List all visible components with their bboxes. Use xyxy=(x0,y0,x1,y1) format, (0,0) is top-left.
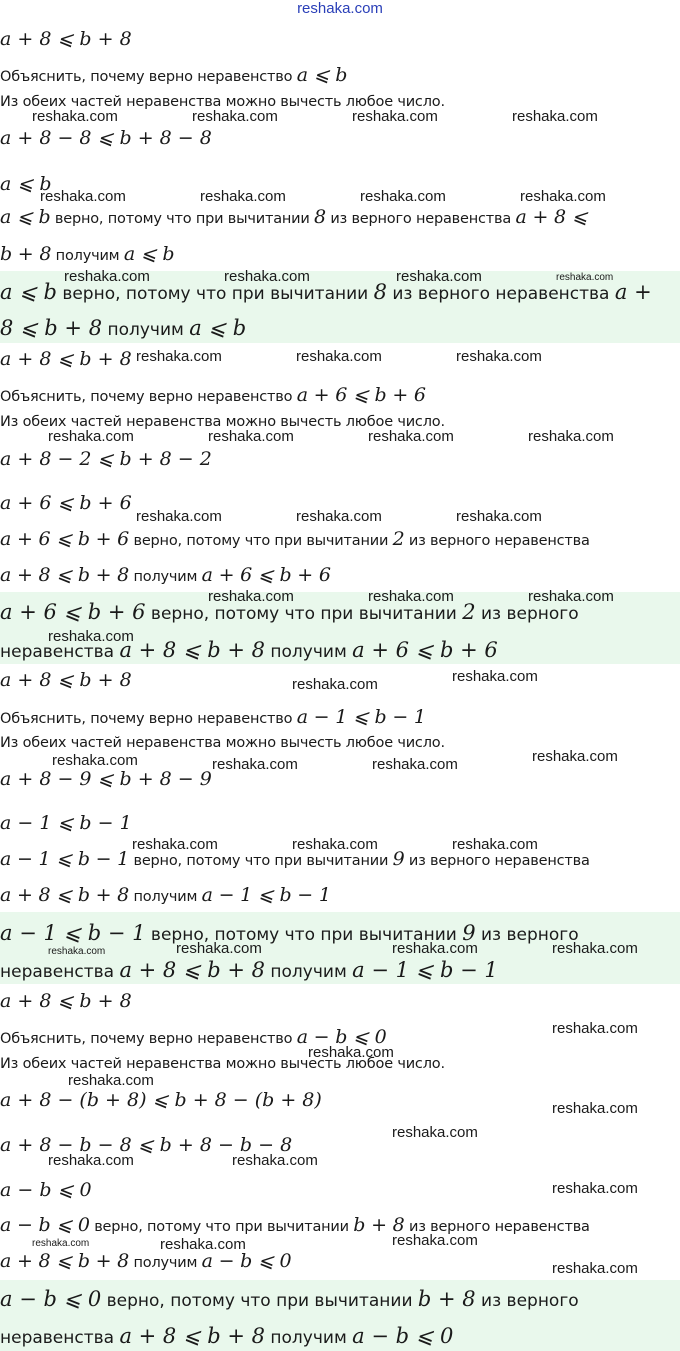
watermark: reshaka.com xyxy=(452,836,538,853)
task-line: Объяснить, почему верно неравенство a ⩽ b xyxy=(0,64,348,86)
watermark: reshaka.com xyxy=(528,428,614,445)
watermark: reshaka.com xyxy=(368,588,454,605)
task-line: Объяснить, почему верно неравенство a − 1 ⩽ b − 1 xyxy=(0,706,426,728)
watermark: reshaka.com xyxy=(48,628,134,645)
step-line: a + 8 − 8 ⩽ b + 8 − 8 xyxy=(0,127,212,149)
condition-line: a + 8 ⩽ b + 8 xyxy=(0,990,132,1012)
watermark: reshaka.com xyxy=(136,508,222,525)
result-line: a − b ⩽ 0 xyxy=(0,1179,92,1201)
hint-line: Из обеих частей неравенства можно вычесть любое число. xyxy=(0,735,445,751)
watermark: reshaka.com xyxy=(392,940,478,957)
site-header[interactable]: reshaka.com xyxy=(297,0,383,17)
watermark: reshaka.com xyxy=(52,752,138,769)
result-line: a + 6 ⩽ b + 6 xyxy=(0,492,132,514)
answer-line: 8 ⩽ b + 8 получим a ⩽ b xyxy=(0,316,247,340)
watermark: reshaka.com xyxy=(68,1072,154,1089)
explanation-line: a + 8 ⩽ b + 8 получим a − b ⩽ 0 xyxy=(0,1250,292,1272)
task-line: Объяснить, почему верно неравенство a − b ⩽ 0 xyxy=(0,1026,387,1048)
step-line: a + 8 − b − 8 ⩽ b + 8 − b − 8 xyxy=(0,1134,293,1156)
watermark: reshaka.com xyxy=(136,348,222,365)
watermark: reshaka.com xyxy=(352,108,438,125)
watermark: reshaka.com xyxy=(160,1236,246,1253)
watermark: reshaka.com xyxy=(308,1044,394,1061)
answer-line: a ⩽ b верно, потому что при вычитании 8 из верного неравенства a + xyxy=(0,280,652,304)
watermark: reshaka.com xyxy=(528,588,614,605)
explanation-line: a + 6 ⩽ b + 6 верно, потому что при вычитании 2 из верного неравенства xyxy=(0,528,590,550)
watermark: reshaka.com xyxy=(552,1020,638,1037)
watermark: reshaka.com xyxy=(368,428,454,445)
hint-line: Из обеих частей неравенства можно вычесть любое число. xyxy=(0,414,445,430)
watermark: reshaka.com xyxy=(296,508,382,525)
answer-line: неравенства a + 8 ⩽ b + 8 получим a − 1 ⩽ b − 1 xyxy=(0,958,498,982)
watermark: reshaka.com xyxy=(552,1180,638,1197)
hint-line: Из обеих частей неравенства можно вычесть любое число. xyxy=(0,1056,445,1072)
watermark: reshaka.com xyxy=(552,1260,638,1277)
watermark: reshaka.com xyxy=(556,272,614,283)
watermark: reshaka.com xyxy=(64,268,150,285)
task-line: Объяснить, почему верно неравенство a + 6 ⩽ b + 6 xyxy=(0,384,426,406)
condition-line: a + 8 ⩽ b + 8 xyxy=(0,348,132,370)
watermark: reshaka.com xyxy=(40,188,126,205)
result-line: a − 1 ⩽ b − 1 xyxy=(0,812,132,834)
watermark: reshaka.com xyxy=(292,836,378,853)
watermark: reshaka.com xyxy=(392,1124,478,1141)
answer-line: неравенства a + 8 ⩽ b + 8 получим a + 6 ⩽ b + 6 xyxy=(0,638,498,662)
watermark: reshaka.com xyxy=(48,946,106,957)
watermark: reshaka.com xyxy=(224,268,310,285)
watermark: reshaka.com xyxy=(212,756,298,773)
step-line: a + 8 − 9 ⩽ b + 8 − 9 xyxy=(0,768,212,790)
watermark: reshaka.com xyxy=(208,428,294,445)
answer-line: a − b ⩽ 0 верно, потому что при вычитании b + 8 из верного xyxy=(0,1287,579,1311)
watermark: reshaka.com xyxy=(208,588,294,605)
watermark: reshaka.com xyxy=(48,428,134,445)
answer-line: a − 1 ⩽ b − 1 верно, потому что при вычитании 9 из верного xyxy=(0,921,579,945)
watermark: reshaka.com xyxy=(176,940,262,957)
hint-line: Из обеих частей неравенства можно вычесть любое число. xyxy=(0,94,445,110)
watermark: reshaka.com xyxy=(552,1100,638,1117)
watermark: reshaka.com xyxy=(456,348,542,365)
watermark: reshaka.com xyxy=(296,348,382,365)
watermark: reshaka.com xyxy=(392,1232,478,1249)
watermark: reshaka.com xyxy=(532,748,618,765)
explanation-line: a − 1 ⩽ b − 1 верно, потому что при вычитании 9 из верного неравенства xyxy=(0,848,590,870)
watermark: reshaka.com xyxy=(452,668,538,685)
watermark: reshaka.com xyxy=(520,188,606,205)
result-line: a ⩽ b xyxy=(0,173,52,195)
watermark: reshaka.com xyxy=(292,676,378,693)
explanation-line: b + 8 получим a ⩽ b xyxy=(0,243,175,265)
answer-line: неравенства a + 8 ⩽ b + 8 получим a − b ⩽ 0 xyxy=(0,1324,454,1348)
watermark: reshaka.com xyxy=(396,268,482,285)
watermark: reshaka.com xyxy=(192,108,278,125)
condition-line: a + 8 ⩽ b + 8 xyxy=(0,28,132,50)
answer-line: a + 6 ⩽ b + 6 верно, потому что при вычитании 2 из верного xyxy=(0,600,579,624)
explanation-line: a − b ⩽ 0 верно, потому что при вычитании b + 8 из верного неравенства xyxy=(0,1214,590,1236)
watermark: reshaka.com xyxy=(232,1152,318,1169)
watermark: reshaka.com xyxy=(512,108,598,125)
watermark: reshaka.com xyxy=(48,1152,134,1169)
watermark: reshaka.com xyxy=(552,940,638,957)
explanation-line: a + 8 ⩽ b + 8 получим a − 1 ⩽ b − 1 xyxy=(0,884,331,906)
watermark: reshaka.com xyxy=(200,188,286,205)
watermark: reshaka.com xyxy=(32,108,118,125)
watermark: reshaka.com xyxy=(456,508,542,525)
step-line: a + 8 − 2 ⩽ b + 8 − 2 xyxy=(0,448,212,470)
condition-line: a + 8 ⩽ b + 8 xyxy=(0,669,132,691)
watermark: reshaka.com xyxy=(372,756,458,773)
watermark: reshaka.com xyxy=(360,188,446,205)
step-line: a + 8 − (b + 8) ⩽ b + 8 − (b + 8) xyxy=(0,1089,322,1111)
explanation-line: a ⩽ b верно, потому что при вычитании 8 из верного неравенства a + 8 ⩽ xyxy=(0,206,588,228)
watermark: reshaka.com xyxy=(32,1238,90,1249)
explanation-line: a + 8 ⩽ b + 8 получим a + 6 ⩽ b + 6 xyxy=(0,564,331,586)
watermark: reshaka.com xyxy=(132,836,218,853)
